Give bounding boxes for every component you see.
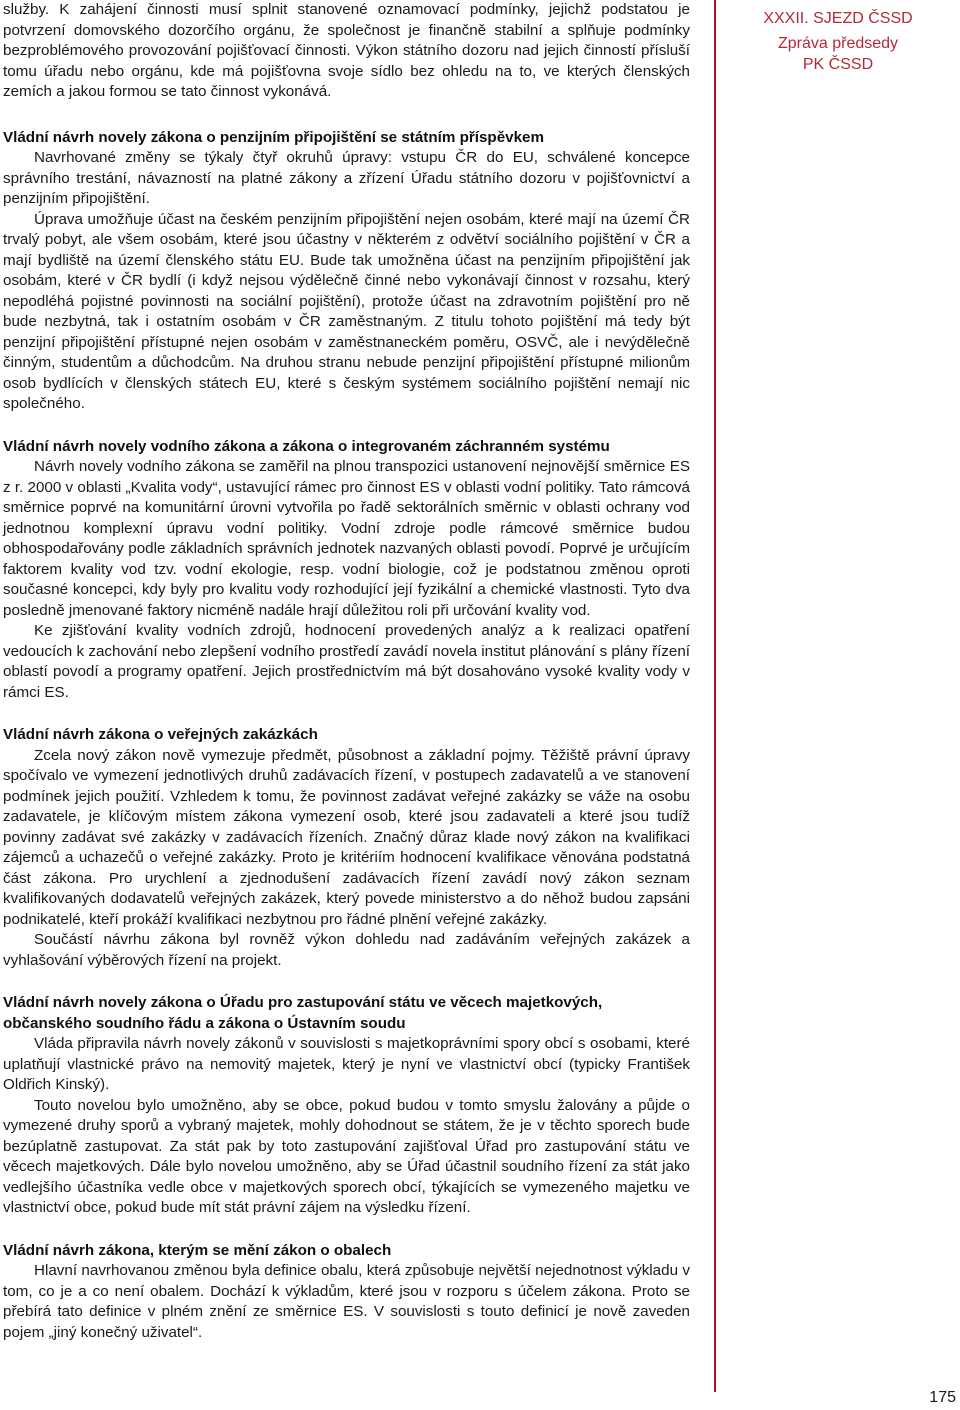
- main-column: [3, 0, 690, 1365]
- section-public-procurement: [3, 725, 690, 971]
- report-subtitle-line2: PK ČSSD: [802, 56, 874, 73]
- congress-title: XXXII. SJEZD ČSSD: [763, 10, 913, 27]
- section-packaging-law: [3, 1241, 690, 1344]
- section-paragraph: Vláda připravila návrh novely zákonů v souvislosti s majetkoprávními spory obcí s osobami, které uplatňují vlastnické právo na nemovitý majetek, který je nyní ve vlastnictví obcí (typicky František Oldřich Kinský).: [3, 1035, 690, 1093]
- section-paragraph: Úprava umožňuje účast na českém penzijním připojištění nejen osobám, které mají na území ČR trvalý pobyt, ale všem osobám, které jsou účastny v některém z odvětví sociálního pojištění v ČR a mají bydliště na území členského státu EU. Bude tak umožněna účast na penzijním připojištění jak osobám, které v ČR bydlí (i když nejsou výdělečně činné nebo vykonávají činnost v rozsahu, který nepodléhá pojistné povinnosti na sociální pojištění), protože účast na zdravotním pojištění pro ně bude nezbytná, tak i ostatním osobám v ČR zaměstnaným. Z titulu tohoto pojištění má tedy být penzijní připojištění přístupné nejen osobám v zaměstnaneckém poměru, OSVČ, ale i nevýdělečně činným, studentům a důchodcům. Na druhou stranu nebude penzijní připojištění přístupné milionům osob bydlících v členských státech EU, které s českým systémem sociálního pojištění nemají nic společného.: [3, 210, 690, 412]
- report-subtitle-line1: Zpráva předsedy: [777, 35, 899, 52]
- section-pension: [3, 128, 690, 415]
- vertical-divider: [714, 0, 716, 1392]
- section-state-representation: [3, 993, 690, 1219]
- section-paragraph: Ke zjišťování kvality vodních zdrojů, hodnocení provedených analýz a k realizaci opatření vedoucích k zachování nebo zlepšení vodního prostředí zavádí novela institut plánování s plány řízení oblastí povodí a programy opatření. Jejich prostřednictvím má být dosahováno vysoké kvality vody v rámci ES.: [3, 622, 690, 701]
- section-paragraph: Hlavní navrhovanou změnou byla definice obalu, která způsobuje největší nejednotnost výkladu v tom, co je a co není obalem. Dochází k výkladům, které jsou v rozporu s účelem zákona. Proto se přebírá tato definice v plném znění ze směrnice ES. V souvislosti s touto definicí je nově zaveden pojem „jiný konečný uživatel“.: [3, 1262, 690, 1341]
- section-paragraph: Navrhované změny se týkaly čtyř okruhů úpravy: vstupu ČR do EU, schválené koncepce správního trestání, návazností na platné zákony a zřízení Úřadu státního dozoru v pojišťovnictví a penzijním připojištění.: [3, 149, 690, 207]
- section-heading: Vládní návrh novely zákona o penzijním připojištění se státním příspěvkem: [3, 128, 544, 146]
- section-paragraph: Zcela nový zákon nově vymezuje předmět, působnost a základní pojmy. Těžiště právní úpravy spočívalo ve vymezení jednotlivých druhů zadávacích řízení, v postupech zadavatelů a ve stanovení podmínek jejich použití. Vzhledem k tomu, že povinnost zadávat veřejné zakázky se váže na osobu zadavatele, je klíčovým místem zákona vymezení osob, které jsou zadavateli a které jsou tudíž povinny zadávat své zakázky v zadávacích řízeních. Značný důraz klade nový zákon na kvalifikaci zájemců a uchazečů o veřejné zakázky. Proto je kritériím hodnocení kvalifikace věnována podstatná část zákona. Pro urychlení a zjednodušení zadávacích řízení zavádí nový zákon seznam kvalifikovaných dodavatelů veřejných zakázek, který povede ministerstvo a do něhož budou zapsáni podnikatelé, kteří prokáží kvalifikaci nezbytnou pro řádné plnění veřejné zakázky.: [3, 746, 690, 928]
- page-number: 175: [929, 1389, 956, 1406]
- section-paragraph: Návrh novely vodního zákona se zaměřil na plnou transpozici ustanovení nejnovější směrnice ES z r. 2000 v oblasti „Kvalita vody“, ustavující rámec pro činnost ES v oblasti vodní politiky. Tato rámcová směrnice poprvé na komunitární úrovni vytvořila po řadě sektorálních směrnic v oblasti ochrany vod jednotnou komplexní úpravu vodní politiky. Vodní zdroje podle rámcové směrnice budou obhospodařovány podle základních správních jednotek nazvaných oblasti povodí. Poprvé je určujícím faktorem kvality vod tzv. vodní ekologie, resp. vodní biologie, což je podstatnou změnou oproti současné koncepci, kdy byly pro kvalitu vody rozhodující její fyzikální a chemické vlastnosti. Tyto dva posledně jmenované faktory nicméně nadále hrají důležitou roli při určování kvality vod.: [3, 458, 690, 619]
- section-heading: Vládní návrh novely zákona o Úřadu pro zastupování státu ve věcech majetkových, občanského soudního řádu a zákona o Ústavním soudu: [3, 994, 603, 1032]
- section-heading: Vládní návrh zákona o veřejných zakázkách: [3, 726, 318, 743]
- section-paragraph: Součástí návrhu zákona byl rovněž výkon dohledu nad zadáváním veřejných zakázek a vyhlašování výběrových řízení na projekt.: [3, 931, 690, 969]
- section-heading: Vládní návrh zákona, kterým se mění zákon o obalech: [3, 1241, 392, 1259]
- section-water-law: [3, 437, 690, 704]
- section-paragraph: Touto novelou bylo umožněno, aby se obce, pokud budou v tomto smyslu žalovány a půjde o vymezené druhy sporů a vybraný majetek, mohly dohodnout se státem, že je v těchto sporech bude bezúplatně zastupovat. Za stát pak by toto zastupování zajišťoval Úřad pro zastupování státu ve věcech majetkových. Dále bylo novelou umožněno, aby se Úřad účastnil soudního řízení za stát jako vedlejšího účastníka vedle obce v majetkových sporech obcí, týkajících se vymezeného majetku ve vlastnictví obce, pokud bude mít stát právní zájem na výsledku řízení.: [3, 1096, 690, 1216]
- section-heading: Vládní návrh novely vodního zákona a zákona o integrovaném záchranném systému: [3, 437, 610, 455]
- sidebar-header: [716, 8, 960, 75]
- lead-paragraph: služby. K zahájení činnosti musí splnit stanovené oznamovací podmínky, jejichž podstatou je potvrzení domovského dozorčího orgánu, že společnost je finančně stabilní a splňuje podmínky bezproblémového provozování pojišťovací činnosti. Výkon státního dozoru nad jejich činností přísluší tomu úřadu nebo orgánu, kde má pojišťovna svoje sídlo bez ohledu na to, ve kterých členských zemích a jakou formou se tato činnost vykonává.: [3, 1, 690, 100]
- report-subtitle: [716, 33, 960, 75]
